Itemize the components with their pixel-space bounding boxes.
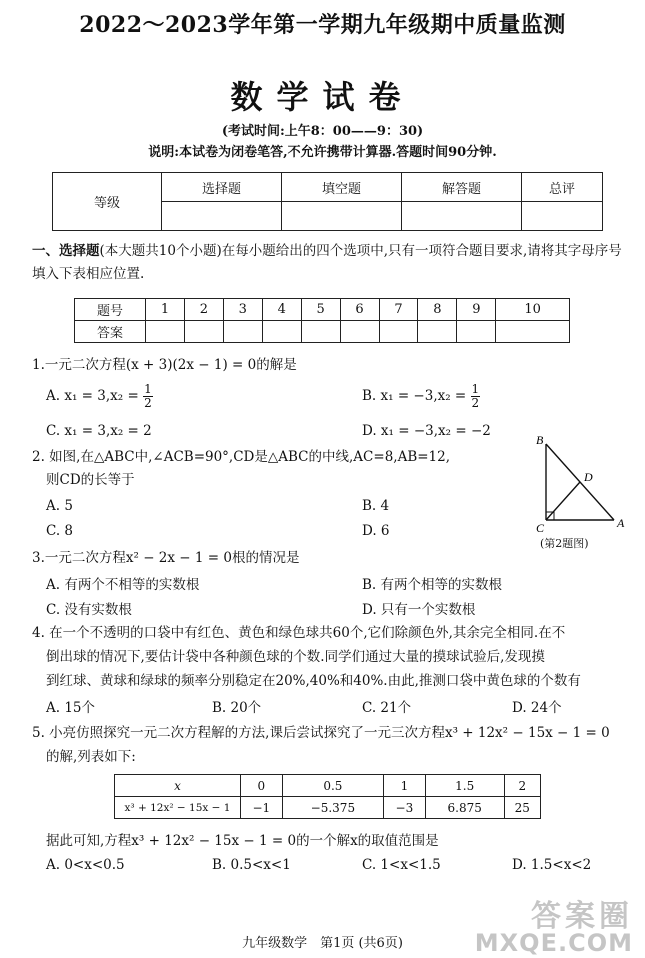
- q3-option-b: B. 有两个相等的实数根: [362, 577, 503, 593]
- answer-number: 8: [418, 299, 457, 321]
- answer-number: 5: [301, 299, 340, 321]
- label-d: D: [584, 470, 593, 484]
- q2-stem-line2: 则CD的长等于: [46, 472, 135, 488]
- q2-option-a: A. 5: [46, 498, 73, 514]
- grade-col-fill: 填空题: [281, 173, 401, 202]
- answer-cell: [457, 321, 496, 343]
- answer-cell: [262, 321, 301, 343]
- label-c: C: [536, 521, 545, 535]
- label-a: A: [617, 516, 625, 530]
- label-b: B: [536, 433, 544, 447]
- q5-option-a: A. 0<x<0.5: [46, 857, 125, 873]
- q3-option-c: C. 没有实数根: [46, 602, 132, 618]
- grade-row-label: 等级: [53, 173, 162, 231]
- q2-option-d: D. 6: [362, 523, 390, 539]
- answer-cell: [184, 321, 223, 343]
- q1-stem: 1.一元二次方程(x + 3)(2x − 1) = 0的解是: [32, 357, 297, 373]
- q5-conclusion: 据此可知,方程x³ + 12x² − 15x − 1 = 0的一个解x的取值范围是: [46, 833, 439, 849]
- answer-cell: [418, 321, 457, 343]
- q4-option-a: A. 15个: [46, 700, 96, 716]
- watermark-top: 答案圈: [531, 899, 633, 934]
- answer-cell: [496, 321, 570, 343]
- q5-table-cell: −1: [241, 797, 283, 819]
- q5-table-cell: −5.375: [282, 797, 383, 819]
- q1-option-b: [362, 383, 480, 410]
- grade-cell: [281, 202, 401, 231]
- q5-table-cell: 2: [504, 775, 540, 797]
- answer-header-label: 题号: [75, 299, 146, 321]
- q1-option-b-text: B. x₁ = −3,x₂ =: [362, 388, 467, 404]
- fraction-numerator: 1: [471, 382, 480, 396]
- section1-text: (本大题共10个小题)在每小题给出的四个选项中,只有一项符合题目要求,请将其字母序号填入下表相应位置.: [32, 243, 622, 282]
- q2-triangle-figure: [532, 432, 632, 536]
- grade-cell: [521, 202, 602, 231]
- q4-line1: 4. 在一个不透明的口袋中有红色、黄色和绿色球共60个,它们除颜色外,其余完全相同.在不: [32, 625, 566, 641]
- q5-line2: 的解,列表如下:: [46, 749, 136, 765]
- exam-time: (考试时间:上午8：00——9：30): [221, 124, 424, 139]
- q5-table-cell: x³ + 12x² − 15x − 1: [115, 797, 241, 819]
- grade-col-solve: 解答题: [401, 173, 521, 202]
- watermark-bottom: MXQE.COM: [474, 929, 633, 957]
- q5-table-cell: 1.5: [425, 775, 504, 797]
- q5-data-table: [114, 774, 541, 819]
- answer-cell: [379, 321, 418, 343]
- fraction-denominator: 2: [144, 396, 152, 410]
- grade-col-choice: 选择题: [162, 173, 282, 202]
- q4-option-b: B. 20个: [212, 700, 262, 716]
- q3-stem: 3.一元二次方程x² − 2x − 1 = 0根的情况是: [32, 550, 300, 566]
- page-footer: 九年级数学 第1页 (共6页): [242, 936, 403, 951]
- q3-option-a: A. 有两个不相等的实数根: [46, 577, 200, 593]
- segment-cd: [546, 482, 580, 520]
- q1-option-d: D. x₁ = −3,x₂ = −2: [362, 423, 491, 439]
- answer-number: 9: [457, 299, 496, 321]
- section1-heading: 一、选择题: [32, 243, 100, 259]
- q5-table-cell: 1: [384, 775, 426, 797]
- q2-stem-line1: 2. 如图,在△ABC中,∠ACB=90°,CD是△ABC的中线,AC=8,AB=12,: [32, 449, 451, 465]
- q5-line1: 5. 小亮仿照探究一元二次方程解的方法,课后尝试探究了一元三次方程x³ + 12x² − 15x − 1 = 0: [32, 725, 610, 741]
- answer-number: 3: [223, 299, 262, 321]
- fraction-denominator: 2: [471, 396, 480, 410]
- q2-option-b: B. 4: [362, 498, 390, 514]
- q3-option-d: D. 只有一个实数根: [362, 602, 476, 618]
- exam-title: 2022～2023学年第一学期九年级期中质量监测: [79, 12, 566, 38]
- q1-option-a-text: A. x₁ = 3,x₂ =: [46, 388, 139, 404]
- q5-table-cell: 0.5: [282, 775, 383, 797]
- q5-table-cell: x: [115, 775, 241, 797]
- fraction-numerator: 1: [144, 382, 152, 396]
- section1-intro: [32, 240, 632, 286]
- grade-cell: [162, 202, 282, 231]
- q5-table-cell: 0: [241, 775, 283, 797]
- q5-table-cell: −3: [384, 797, 426, 819]
- q4-option-c: C. 21个: [362, 700, 412, 716]
- watermark: [474, 899, 633, 957]
- grade-col-total: 总评: [521, 173, 602, 202]
- q5-option-d: D. 1.5<x<2: [512, 857, 592, 873]
- q2-figure-caption: (第2题图): [540, 537, 589, 550]
- answer-cell: [301, 321, 340, 343]
- answer-row-label: 答案: [75, 321, 146, 343]
- q2-option-c: C. 8: [46, 523, 74, 539]
- q1-option-a: [46, 383, 153, 410]
- q4-option-d: D. 24个: [512, 700, 562, 716]
- answer-number: 7: [379, 299, 418, 321]
- answer-number: 6: [340, 299, 379, 321]
- grade-cell: [401, 202, 521, 231]
- q5-table-cell: 25: [504, 797, 540, 819]
- answer-cell: [340, 321, 379, 343]
- answer-cell: [146, 321, 185, 343]
- exam-subtitle: 数学试卷: [230, 78, 415, 116]
- answer-number: 2: [184, 299, 223, 321]
- answer-number: 10: [496, 299, 570, 321]
- grade-table: [52, 172, 603, 231]
- q5-option-c: C. 1<x<1.5: [362, 857, 441, 873]
- answer-table: [74, 298, 570, 343]
- q1-option-a-fraction: [143, 383, 153, 410]
- answer-cell: [223, 321, 262, 343]
- q4-line2: 倒出球的情况下,要估计袋中各种颜色球的个数.同学们通过大量的摸球试验后,发现摸: [46, 649, 545, 665]
- answer-number: 4: [262, 299, 301, 321]
- exam-instructions: 说明:本试卷为闭卷笔答,不允许携带计算器.答题时间90分钟.: [148, 145, 497, 160]
- answer-number: 1: [146, 299, 185, 321]
- q4-line3: 到红球、黄球和绿球的频率分别稳定在20%,40%和40%.由此,推测口袋中黄色球的个数有: [46, 673, 581, 689]
- q5-option-b: B. 0.5<x<1: [212, 857, 291, 873]
- q1-option-c: C. x₁ = 3,x₂ = 2: [46, 423, 152, 439]
- q5-table-cell: 6.875: [425, 797, 504, 819]
- q1-option-b-fraction: [471, 383, 481, 410]
